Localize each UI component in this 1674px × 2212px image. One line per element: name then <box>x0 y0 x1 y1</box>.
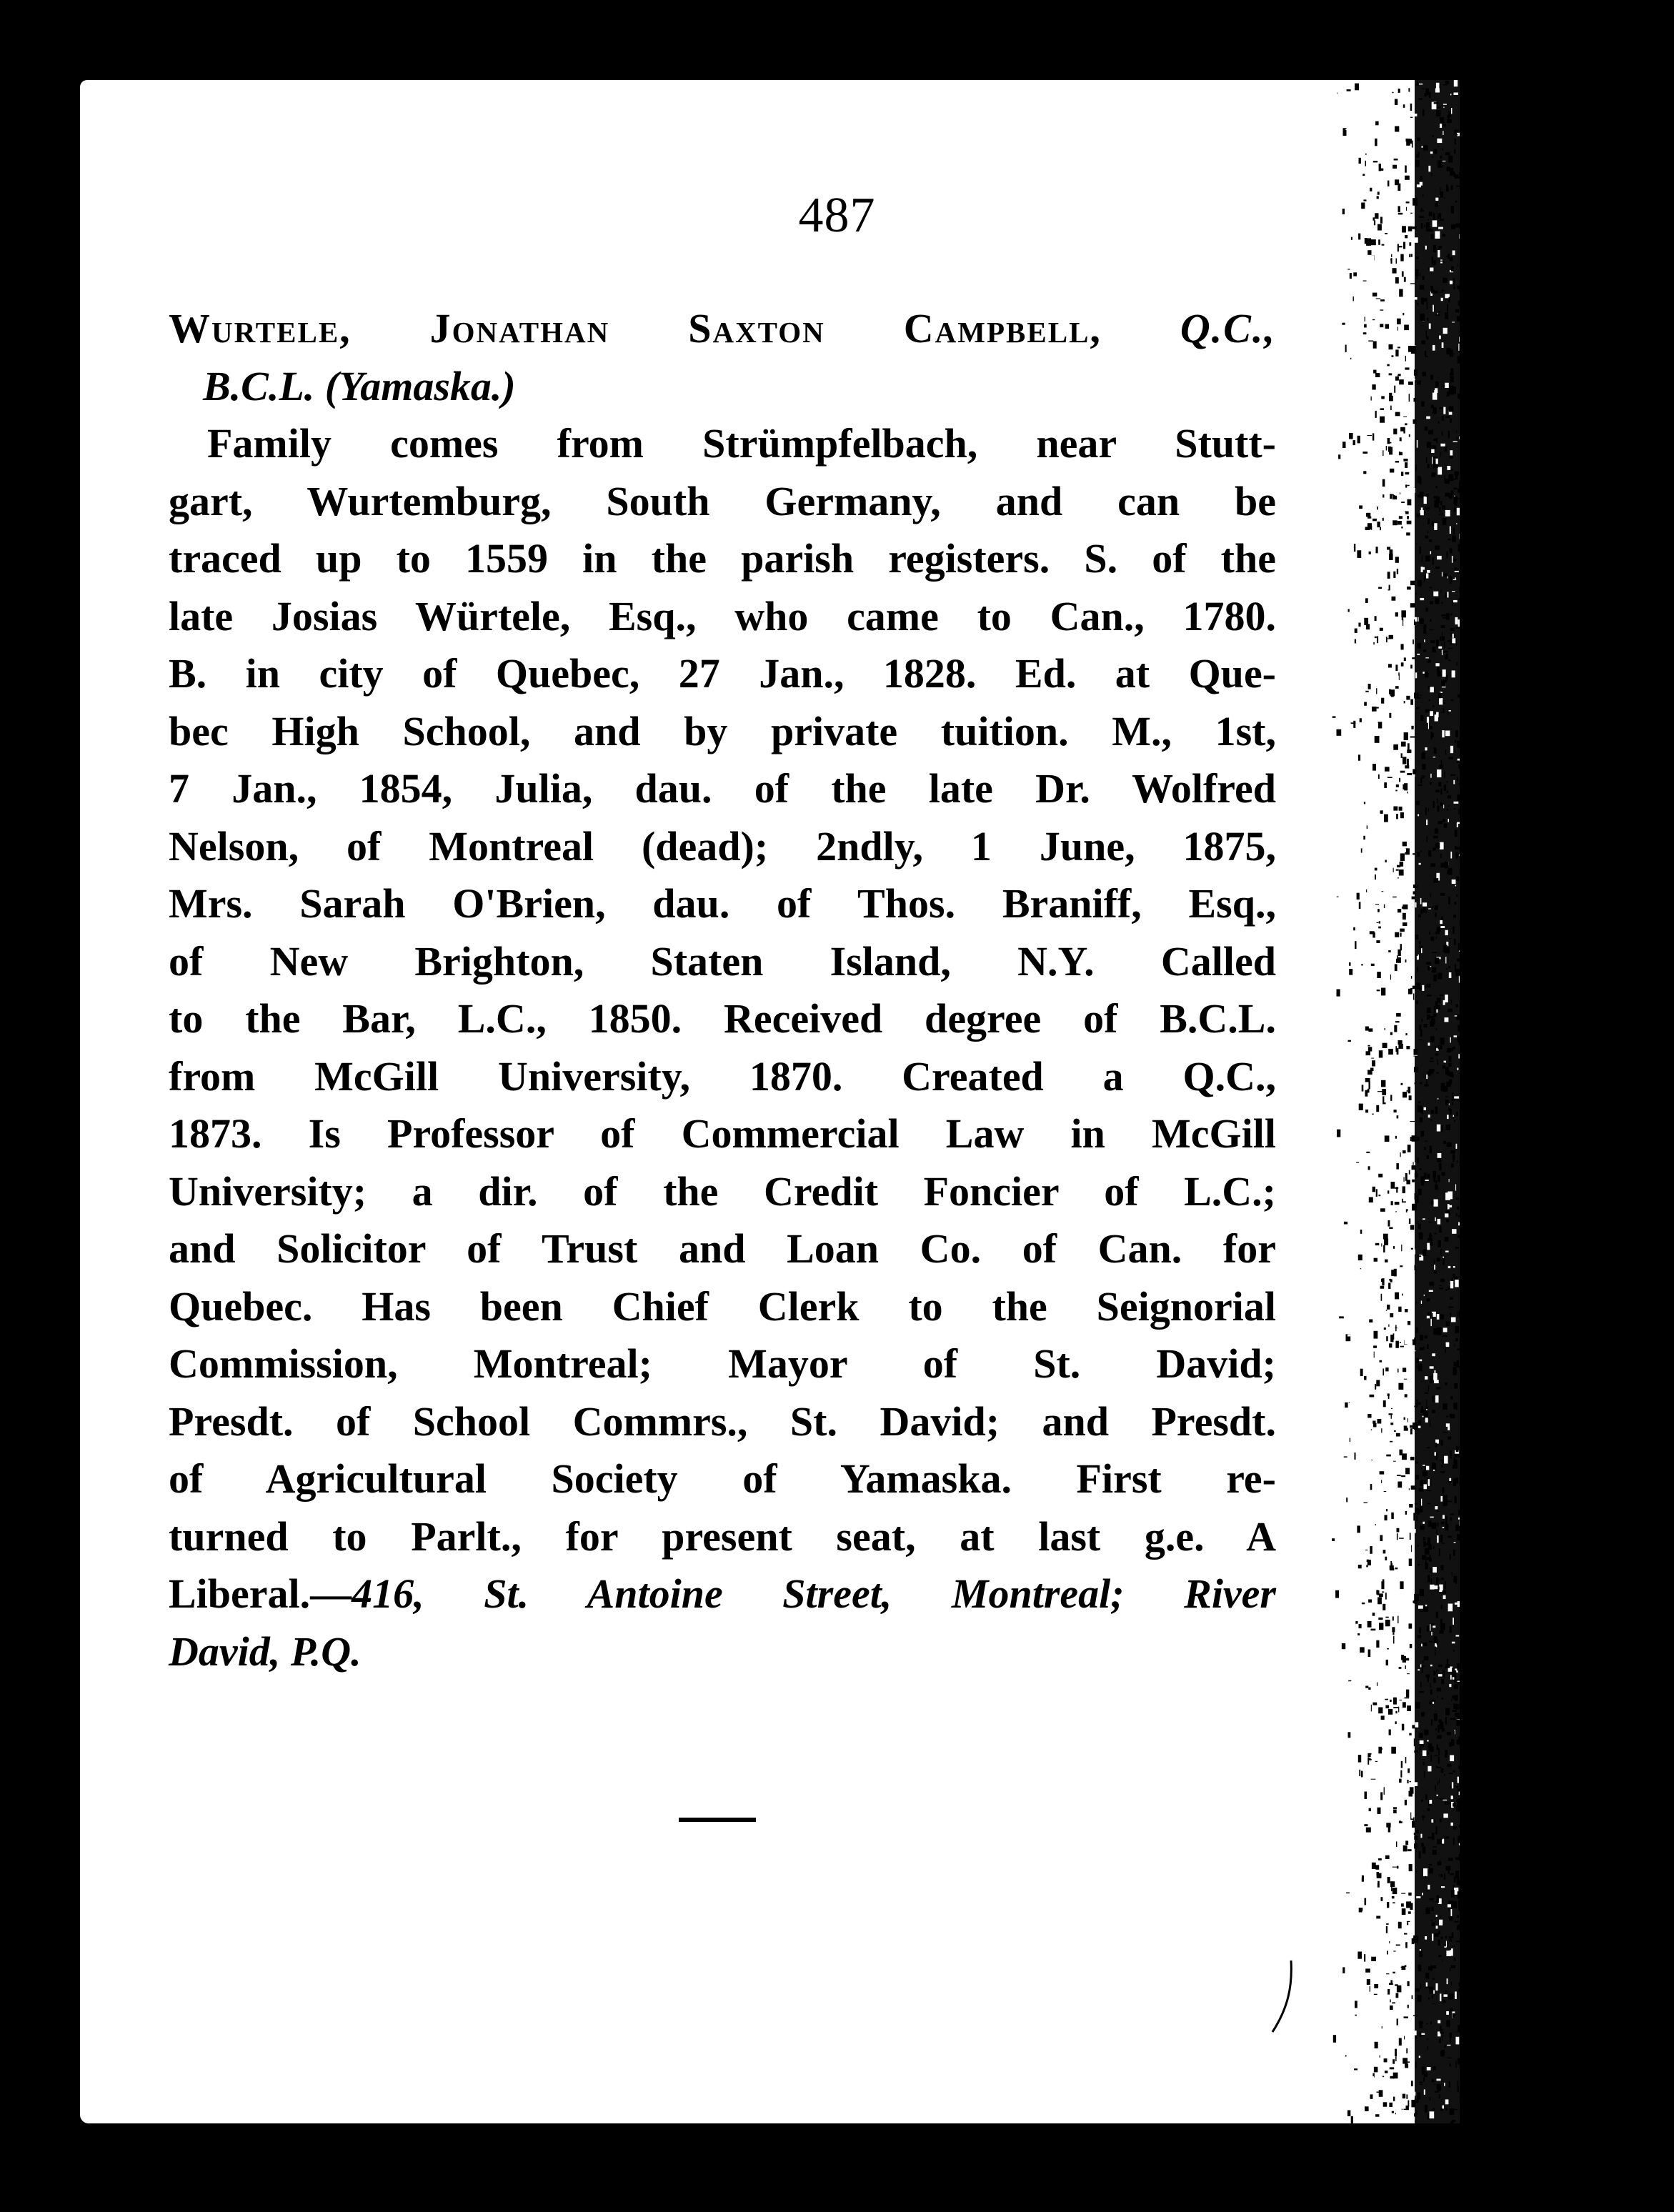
entry-line <box>169 588 1276 646</box>
entry-line <box>169 933 1276 991</box>
section-divider-rule <box>679 1818 756 1822</box>
biographical-entry <box>169 300 1276 1680</box>
entry-line-text: B. in city of Quebec, 27 Jan., 1828. Ed. at Que- <box>169 650 1276 697</box>
entry-line-text: of New Brighton, Staten Island, N.Y. Called <box>169 937 1276 985</box>
entry-line <box>169 1048 1276 1106</box>
entry-line-text: Quebec. Has been Chief Clerk to the Seignorial <box>169 1282 1276 1330</box>
entry-line-text: Commission, Montreal; Mayor of St. David; <box>169 1340 1276 1387</box>
entry-line-text: Presdt. of School Commrs., St. David; and Presdt. <box>169 1398 1276 1445</box>
entry-line-text: Nelson, of Montreal (dead); 2ndly, 1 June, 1875, <box>169 822 1276 870</box>
entry-line <box>169 818 1276 876</box>
entry-line-italic: B.C.L. (Yamaska.) <box>203 362 516 409</box>
entry-line-text: late Josias Würtele, Esq., who came to Can., 1780. <box>169 592 1276 639</box>
entry-line <box>169 1335 1276 1393</box>
entry-line-text: Wurtele, Jonathan Saxton Campbell, <box>169 305 1180 352</box>
entry-line-text: of Agricultural Society of Yamaska. First re- <box>169 1455 1276 1502</box>
entry-line <box>169 1393 1276 1451</box>
entry-line <box>169 1105 1276 1163</box>
entry-line <box>169 1220 1276 1278</box>
entry-line-text: Mrs. Sarah O'Brien, dau. of Thos. Braniff, Esq., <box>169 880 1276 927</box>
page-number: 487 <box>798 188 876 243</box>
entry-line <box>169 1565 1276 1623</box>
entry-line-text: 7 Jan., 1854, Julia, dau. of the late Dr. Wolfred <box>169 765 1276 812</box>
entry-line-text: turned to Parlt., for present seat, at last g.e. A <box>169 1513 1276 1560</box>
entry-line-text: gart, Wurtemburg, South Germany, and can be <box>169 477 1276 524</box>
entry-line-text: Family comes from Strümpfelbach, near Stutt- <box>207 420 1276 467</box>
entry-line <box>169 760 1276 818</box>
entry-line <box>169 473 1276 531</box>
entry-line-text: bec High School, and by private tuition. M., 1st, <box>169 707 1276 754</box>
entry-line <box>169 875 1276 933</box>
entry-line <box>169 990 1276 1048</box>
entry-line-text: from McGill University, 1870. Created a Q.C., <box>169 1052 1276 1100</box>
entry-line <box>169 530 1276 588</box>
entry-line <box>169 358 1276 416</box>
entry-line <box>169 1278 1276 1336</box>
entry-line <box>169 645 1276 703</box>
entry-line <box>169 1623 1276 1681</box>
entry-line-text: University; a dir. of the Credit Foncier of L.C.; <box>169 1167 1276 1215</box>
entry-line-text: to the Bar, L.C., 1850. Received degree of B.C.L. <box>169 995 1276 1042</box>
entry-line-italic: David, P.Q. <box>169 1628 362 1675</box>
entry-line-text: traced up to 1559 in the parish registers. S. of the <box>169 535 1276 582</box>
entry-line <box>169 703 1276 761</box>
pencil-mark <box>1268 1958 1297 2036</box>
entry-line-italic: Q.C., <box>1180 305 1276 352</box>
scan-left-border <box>0 0 80 2212</box>
entry-line <box>169 415 1276 473</box>
entry-line <box>169 1163 1276 1221</box>
entry-line-text: Liberal.— <box>169 1570 352 1617</box>
entry-line <box>169 1450 1276 1508</box>
entry-line <box>169 300 1276 358</box>
entry-line-text: and Solicitor of Trust and Loan Co. of Can. for <box>169 1225 1276 1272</box>
entry-line <box>169 1508 1276 1566</box>
page-edge-speckle <box>1329 80 1460 2123</box>
entry-line-italic: 416, St. Antoine Street, Montreal; River <box>352 1570 1276 1617</box>
entry-line-text: 1873. Is Professor of Commercial Law in McGill <box>169 1110 1276 1157</box>
